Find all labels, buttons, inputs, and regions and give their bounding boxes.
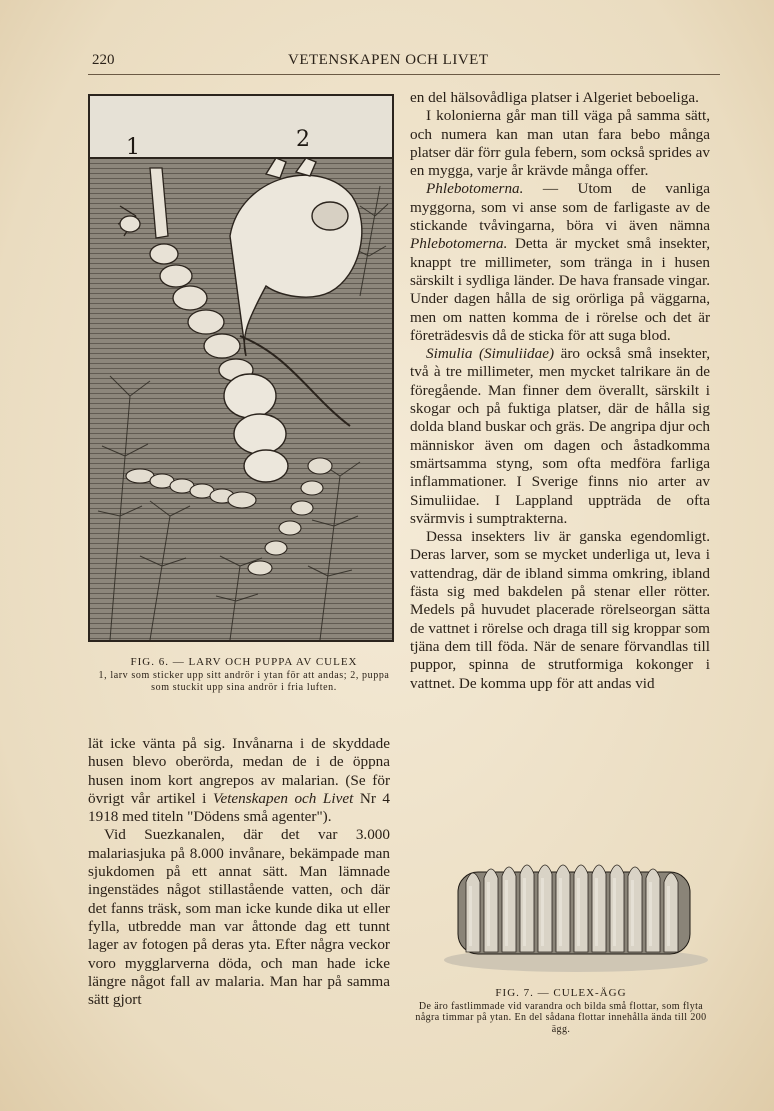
figure-6-caption-title: FIG. 6. — LARV OCH PUPPA AV CULEX: [130, 656, 358, 668]
left-column-text: [88, 735, 390, 1009]
figure-6-caption-text: 1, larv som sticker upp sitt andrör i ytan för att andas; 2, puppa som stuckit upp sina andrör i fria luften.: [98, 670, 390, 693]
figure-7-caption-title: FIG. 7. — CULEX-ÄGG: [495, 987, 627, 999]
paragraph: Vid Suezkanalen, där det var 3.000 malariasjuka på 8.000 invånare, bekämpade man sjukdomen på ett annat sätt. Man lämnade ingenstädes något stillastående vatten, och där det fanns träsk, som man icke kunde dika ut eller fylla, utbredde man var åttonde dag ett tunnt lager av fotogen på deras yta. Efter några veckor voro mygglarverna döda, och man hade icke längre något fall av malaria. Man har på samma sätt gjort: [88, 826, 390, 1009]
paragraph: en del hälsovådliga platser i Algeriet beboeliga.: [410, 89, 699, 106]
figure-7-illustration: [440, 842, 712, 982]
figure-7-caption: [408, 988, 714, 1035]
figure-6-label-2: 2: [296, 127, 310, 152]
paragraph: Dessa insekters liv är ganska egendomligt. Deras larver, som se mycket underliga ut, leva i vattendrag, där de ibland simma omkring, ibland fästa sig med bakdelen på stenar eller rötter. Medels på huvudet placerade rörelseorgan sätta de vattnet i rörelse och draga till sig kroppar som tjäna dem till föda. När de senare förvandlas till puppor, spinna de strutformiga kokonger i vattnet. De komma upp för att andas vid: [410, 528, 710, 692]
figure-6-caption: [96, 656, 392, 694]
paragraph: Phlebotomerna. — Utom de vanliga myggorna, som vi anse som de farligaste av de stickande tvåvingarna, böra vi även nämna Phlebotomerna. Detta är mycket små insekter, knappt tre millimeter, som tränga in i husen särskilt i sydliga länder. De hava fransade vingar. Under dagen hålla de sig orörliga på väggarna, men om natten komma de i rörelse och det är företrädesvis då de sticka för att suga blod.: [410, 180, 711, 344]
figure-6-label-1: 1: [126, 135, 140, 160]
page-number: 220: [92, 52, 115, 68]
paragraph: lät icke vänta på sig. Invånarna i de skyddade husen blevo oberörda, medan de i de öppna husen inom kort angrepos av malarian. (Se för övrigt vår artikel i Vetenskapen och Livet Nr 4 1918 med titeln "Dödens små agenter").: [88, 735, 391, 826]
figure-6-illustration: [88, 94, 394, 642]
right-column-text: [410, 89, 710, 693]
egg-raft-drawing: [440, 842, 712, 982]
running-title: VETENSKAPEN OCH LIVET: [288, 52, 489, 68]
paragraph: I kolonierna går man till väga på samma sätt, och numera kan man utan fara bebo många platser där förr gula febern, som också sprides av en mygga, varje år krävde många offer.: [410, 107, 710, 180]
figure-7-caption-text: De äro fastlimmade vid varandra och bilda små flottar, som flyta några timmar på ytan. En del sådana flottar innehålla ända till 200 ägg.: [415, 1000, 707, 1035]
paragraph: Simulia (Simuliidae) äro också små insekter, två à tre millimeter, men mycket talrikare än de föregående. Man finner dem överallt, särskilt i skogar och på fuktiga platser, där de hålla sig dolda bland buskar och gräs. De angripa djur och människor även om dagen och åstadkomma smärtsamma styng, som ofta medföra farliga inflammationer. I Sverige finns nio arter av Simuliidae. I Lappland uppträda de ofta svärmvis i sumptrakterna.: [410, 345, 710, 527]
page-header: [88, 50, 720, 75]
larva-pupa-drawing: [90, 96, 392, 640]
